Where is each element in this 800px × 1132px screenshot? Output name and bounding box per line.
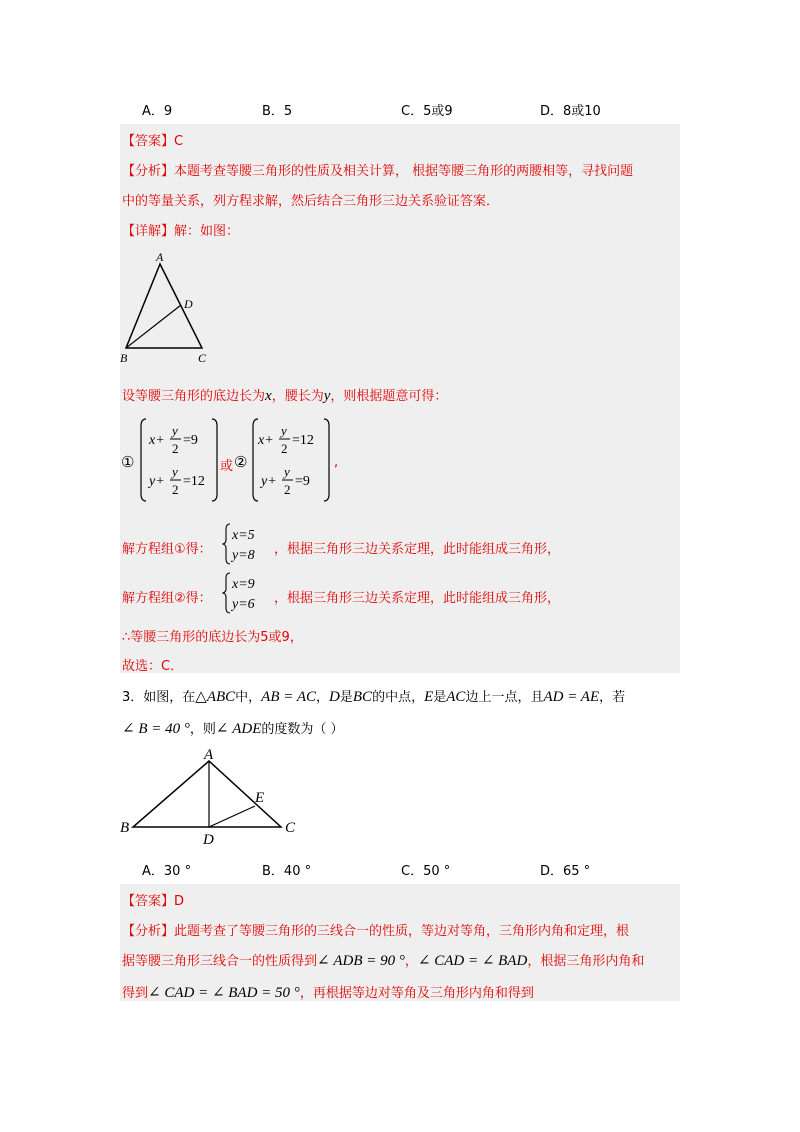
label-b: B (120, 820, 130, 836)
sys2-eq1-frac-num: y (281, 423, 287, 438)
q2-choose: 故选：C． (122, 659, 184, 674)
q3-analysis-text: 得到 (122, 986, 149, 1001)
q2-option-a: A．9 (142, 104, 173, 119)
q3-math: ∠ B = 40 ° (122, 721, 190, 737)
q3-answer: 【答案】D (122, 894, 185, 909)
solve2-x: x=9 (232, 577, 255, 592)
sys2-eq2-frac-den: 2 (284, 482, 291, 497)
label-c: C (198, 351, 207, 365)
solve2-post: ，根据三角形三边关系定理，此时能组成三角形， (274, 591, 561, 606)
q3-option-c: C．50 ° (401, 864, 451, 879)
q3-stem-line1 (122, 686, 625, 706)
label-e: E (255, 790, 265, 806)
q2-triangle-figure (112, 248, 222, 366)
q3-analysis-math: ∠ CAD = ∠ BAD (417, 953, 528, 969)
q3-text: ，则 (189, 722, 216, 737)
q3-analysis-line2 (122, 950, 644, 970)
sys1-eq2-frac-num: y (172, 464, 178, 479)
label-b: B (120, 351, 128, 365)
q3-analysis-math: ∠ CAD = ∠ BAD = 50 ° (148, 985, 300, 1001)
q3-text: 的中点， (372, 690, 425, 705)
setup-part2: ，腰长为 (271, 389, 324, 404)
circle-one: ① (121, 453, 135, 471)
sys1-eq1-frac-num: y (172, 423, 178, 438)
sys2-eq1-lhs: x+ (258, 433, 274, 448)
q3-analysis-line1: 【分析】此题考查了等腰三角形的三线合一的性质，等边对等角，三角形内角和定理，根 (122, 924, 630, 939)
or-text: 或 (220, 459, 234, 474)
q2-setup (122, 385, 447, 405)
system-1 (138, 416, 220, 504)
q3-option-a: A．30 ° (142, 864, 192, 879)
q3-stem-line2 (122, 718, 344, 738)
label-d: D (184, 297, 193, 311)
label-a: A (156, 250, 164, 264)
q2-conclusion: ∴等腰三角形的底边长为5或9， (122, 630, 303, 645)
solve2-y: y=6 (232, 597, 255, 612)
q3-text: ， (316, 690, 330, 705)
q3-math: AC (446, 689, 466, 705)
solve1-post: ，根据三角形三边关系定理，此时能组成三角形， (274, 542, 561, 557)
q2-detail-head: 【详解】解：如图： (122, 224, 240, 239)
q3-math: D (329, 689, 340, 705)
system-end-comma: , (334, 455, 339, 470)
solve1-x: x=5 (232, 528, 255, 543)
q3-analysis-text: 据等腰三角形三线合一的性质得到 (122, 954, 318, 969)
q3-option-b: B．40 ° (262, 864, 312, 879)
q3-text: 边上一点，且 (465, 690, 544, 705)
q3-text: 是 (339, 690, 353, 705)
sys2-eq2-frac-num: y (284, 464, 290, 479)
label-c: C (285, 820, 296, 836)
sys2-eq2-lhs: y+ (261, 474, 277, 489)
sys1-eq2-frac-den: 2 (172, 482, 179, 497)
sys2-eq1-rhs: =12 (292, 433, 314, 448)
circle-two: ② (234, 453, 248, 471)
q3-math: E (424, 689, 434, 705)
q3-text: ，若 (599, 690, 626, 705)
q3-analysis-text: ，根据三角形内角和 (527, 954, 645, 969)
system-2 (250, 416, 332, 504)
q3-text: 的度数为（ ） (261, 722, 344, 737)
q3-text: 中， (235, 690, 262, 705)
sys2-eq1-frac-den: 2 (281, 441, 288, 456)
q3-option-d: D．65 ° (540, 864, 591, 879)
q3-text: 是 (433, 690, 447, 705)
label-d: D (203, 832, 214, 848)
solve1-values (222, 522, 272, 566)
sys1-eq2-rhs: =12 (183, 474, 205, 489)
sys1-eq2-lhs: y+ (149, 474, 165, 489)
label-a: A (204, 748, 214, 763)
q3-math: AD = AE (543, 689, 600, 705)
q3-analysis-text: ， (404, 954, 418, 969)
q3-analysis-math: ∠ ADB = 90 ° (317, 953, 405, 969)
q3-triangle-figure (115, 748, 305, 848)
var-x: x (265, 388, 272, 404)
q2-analysis-line1: 【分析】本题考查等腰三角形的性质及相关计算， 根据等腰三角形的两腰相等，寻找问题 (122, 164, 634, 179)
var-y: y (323, 388, 331, 404)
solve1-y: y=8 (232, 548, 255, 563)
q3-text: 3．如图，在 (122, 690, 196, 705)
solve2-pre: 解方程组②得： (122, 591, 212, 606)
sys1-eq1-lhs: x+ (149, 433, 165, 448)
solve2-values (222, 571, 272, 615)
q3-math: BC (352, 689, 373, 705)
q3-math: AB = AC (261, 689, 317, 705)
q2-option-c: C．5或9 (401, 104, 453, 119)
segment-de (209, 806, 255, 827)
solve1-pre: 解方程组①得： (122, 542, 212, 557)
q2-analysis-line2: 中的等量关系，列方程求解，然后结合三角形三边关系验证答案． (122, 194, 500, 209)
sys2-eq2-rhs: =9 (295, 474, 310, 489)
sys1-eq1-rhs: =9 (183, 433, 198, 448)
q3-math: ∠ ADE (215, 721, 262, 737)
setup-part1: 设等腰三角形的底边长为 (122, 389, 266, 404)
sys1-eq1-frac-den: 2 (172, 441, 179, 456)
setup-part3: ，则根据题意可得： (330, 389, 448, 404)
q3-analysis-line3 (122, 982, 534, 1002)
q2-option-d: D．8或10 (540, 104, 601, 119)
q3-analysis-text: ，再根据等边对等角及三角形内角和得到 (299, 986, 534, 1001)
q3-math: △ABC (195, 689, 236, 705)
q2-option-b: B．5 (262, 104, 293, 119)
q2-answer: 【答案】C (122, 134, 184, 149)
